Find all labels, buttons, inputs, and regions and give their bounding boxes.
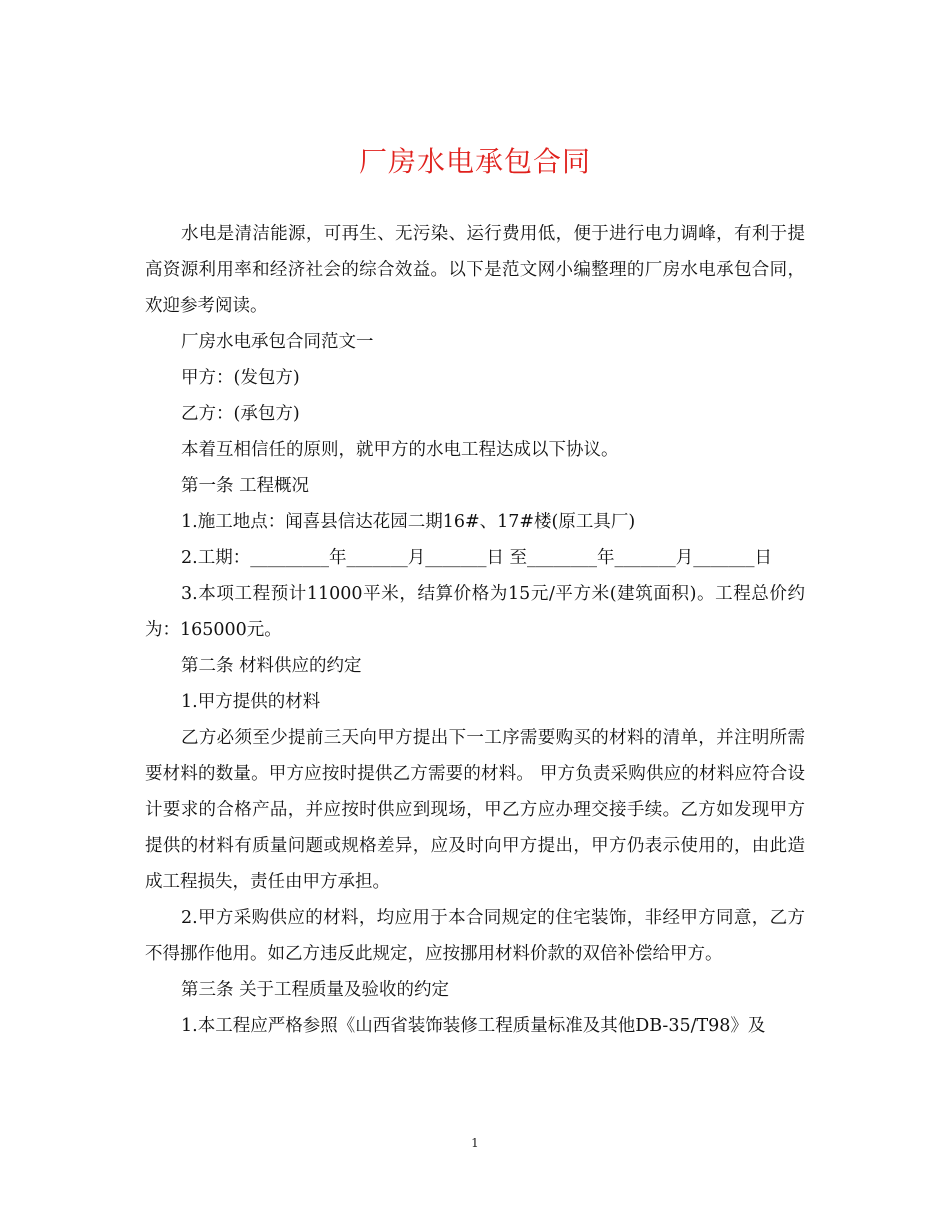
- article-1-item-1: 1.施工地点：闻喜县信达花园二期16#、17#楼(原工具厂): [181, 512, 636, 532]
- article-3-item-1: 1.本工程应严格参照《山西省装饰装修工程质量标准及其他DB-35/T98》及: [181, 1016, 766, 1036]
- intro-paragraph: 水电是清洁能源，可再生、无污染、运行费用低，便于进行电力调峰，有利于提高资源利用率和经济社会的综合效益。以下是范文网小编整理的厂房水电承包合同，欢迎参考阅读。: [145, 224, 805, 316]
- article-1-heading: 第一条 工程概况: [181, 476, 310, 496]
- agreement-preamble: 本着互相信任的原则，就甲方的水电工程达成以下协议。: [181, 440, 619, 460]
- article-2-heading: 第二条 材料供应的约定: [181, 656, 362, 676]
- party-a: 甲方：(发包方): [181, 368, 300, 388]
- article-1-item-2: 2.工期：_________年_______月_______日 至________年_______月_______日: [181, 548, 773, 568]
- article-1-item-3: 3.本项工程预计11000平米，结算价格为15元/平方米(建筑面积)。工程总价约为：165000元。: [145, 584, 805, 640]
- article-2-item-2: 2.甲方采购供应的材料，均应用于本合同规定的住宅装饰，非经甲方同意，乙方不得挪作他用。如乙方违反此规定，应按挪用材料价款的双倍补偿给甲方。: [145, 908, 805, 964]
- article-2-item-1: 1.甲方提供的材料: [181, 692, 321, 712]
- document-title: 厂房水电承包合同: [358, 145, 591, 178]
- page-number: 1: [471, 1136, 479, 1150]
- article-3-heading: 第三条 关于工程质量及验收的约定: [181, 980, 450, 1000]
- sample-heading: 厂房水电承包合同范文一: [181, 332, 374, 352]
- article-2-item-1-body: 乙方必须至少提前三天向甲方提出下一工序需要购买的材料的清单，并注明所需要材料的数量。甲方应按时提供乙方需要的材料。 甲方负责采购供应的材料应符合设计要求的合格产品，并应按时供应到现场，甲乙方应办理交接手续。乙方如发现甲方提供的材料有质量问题或规格差异，应及时向甲方提出，甲方仍表示使用的，由此造成工程损失，责任由甲方承担。: [145, 728, 805, 892]
- document-body: [145, 216, 805, 1044]
- party-b: 乙方：(承包方): [181, 404, 300, 424]
